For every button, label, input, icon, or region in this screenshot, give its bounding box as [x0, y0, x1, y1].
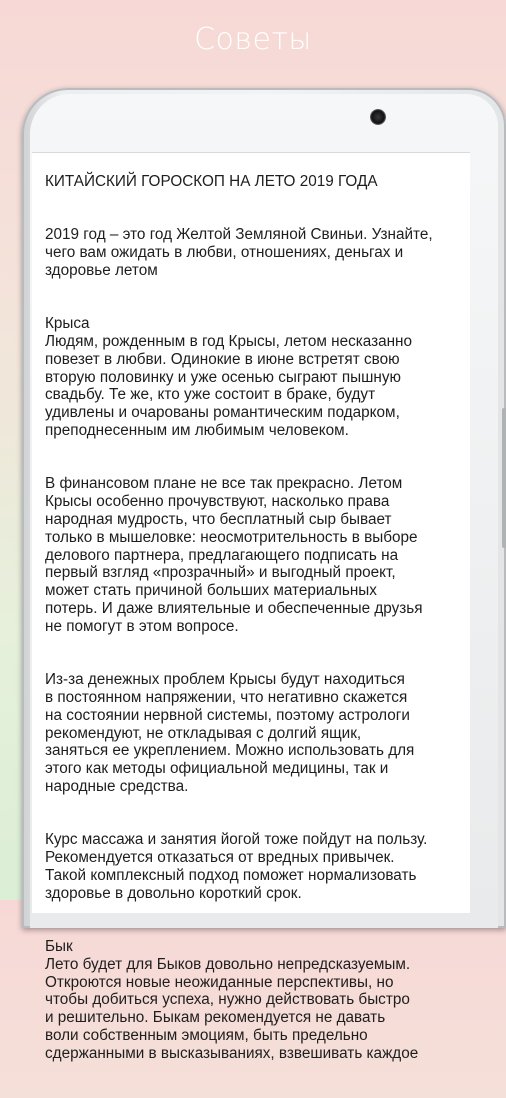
article-paragraph-rat: Крыса Людям, рожденным в год Крысы, летом несказанно повезет в любви. Одинокие в июне встретят свою вторую половинку и уже осенью сыграют пышную свадьбу. Те же, кто уже состоит в браке, будут удивлены и очарованы романтическим подарком, преподнесенным им любимым человеком. — [45, 315, 413, 439]
volume-button — [502, 408, 506, 548]
article-body — [32, 153, 470, 1098]
article-paragraph-massage: Курс массажа и занятия йогой тоже пойдут на пользу. Рекомендуется отказаться от вредных привычек. Такой комплексный подход поможет нормализовать здоровье в довольно короткий срок. — [45, 831, 428, 902]
article-paragraph-finance: В финансовом плане не все так прекрасно. Летом Крысы особенно прочувствуют, насколько права народная мудрость, что бесплатный сыр бывает только в мышеловке: неосмотрительность в выборе делового партнера, предлагающего подписать на первый взгляд «прозрачный» и выгодный проект, может стать причиной больших материальных потерь. И даже влиятельные и обеспеченные друзья не помогут в этом вопросе. — [45, 475, 423, 635]
article-paragraph-intro: 2019 год – это год Желтой Земляной Свиньи. Узнайте, чего вам ожидать в любви, отношениях, деньгах и здоровье летом — [45, 226, 433, 279]
screen-title: Советы — [194, 22, 312, 57]
article-title: КИТАЙСКИЙ ГОРОСКОП НА ЛЕТО 2019 ГОДА — [45, 172, 378, 190]
camera-icon — [370, 109, 386, 125]
article-paragraph-ox: Бык Лето будет для Быков довольно непредсказуемым. Откроются новые неожиданные перспективы, но чтобы добиться успеха, нужно действовать быстро и решительно. Быкам рекомендуется не давать воли собственным эмоциям, быть предельно сдержанными в высказываниях, взвешивать каждое — [45, 938, 419, 1062]
article-paragraph-health: Из-за денежных проблем Крысы будут находиться в постоянном напряжении, что негативно скажется на состоянии нервной системы, поэтому астрологи рекомендуют, не откладывая с долгий ящик, заняться ее укреплением. Можно использовать для этого как методы официальной медицины, так и народные средства. — [45, 671, 415, 795]
article-scroll-view[interactable] — [32, 152, 470, 1062]
